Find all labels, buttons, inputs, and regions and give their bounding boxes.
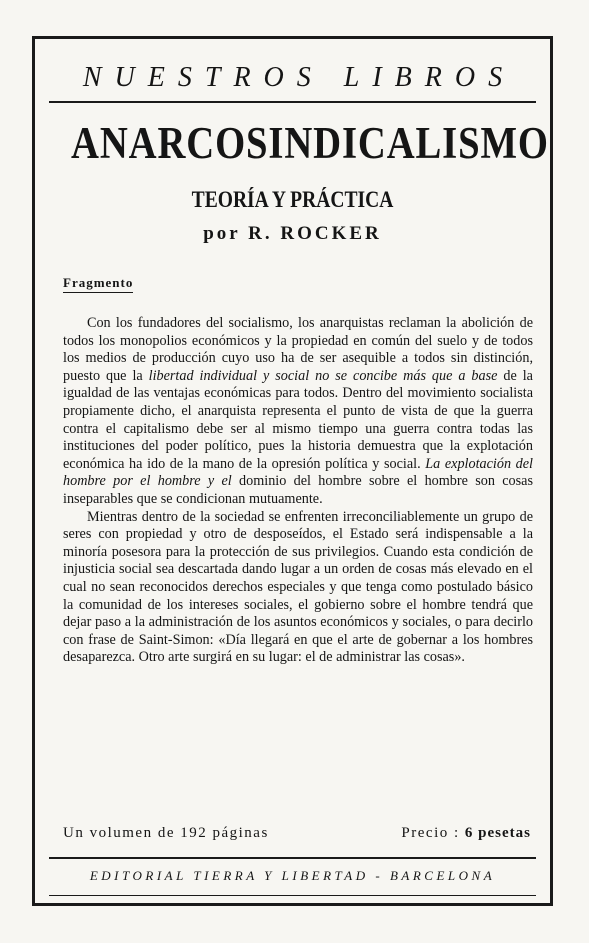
p1-text-c: dominio del hombre sobre el hombre son cosas inseparables que se condicionan mutuamente. <box>63 473 533 507</box>
p1-italic-b: La explotación del hombre por el hombre y el <box>63 455 533 490</box>
top-rule <box>49 101 536 103</box>
series-header: NUESTROS LIBROS <box>82 62 516 93</box>
p1-text-b: de la igualdad de las ventajas económicas para todos. Dentro del movimiento socialista propiamente dicho, el anarquista representa el punto de vista de que la guerra contra el capitalismo debe ser al mismo tiempo una guerra contra todas las instituciones del poder político, pues la historia demuestra que la explotación económica ha ido de la mano de la opresión política y social. <box>63 367 533 472</box>
p1-text-a: Con los fundadores del socialismo, los anarquistas reclaman la abolición de todos los monopolios económicos y la propiedad en común del suelo y de todos los medios de producción cuyo uso ha de ser asequible a todos sin distinción, puesto que la <box>63 315 533 384</box>
page-frame <box>32 36 553 906</box>
excerpt-paragraph-1 <box>63 315 533 509</box>
bottom-rule-lower <box>49 895 536 896</box>
publisher-line: EDITORIAL TIERRA Y LIBERTAD - BARCELONA <box>89 868 496 883</box>
price-value: 6 pesetas <box>464 825 531 841</box>
book-author: por R. ROCKER <box>203 223 382 244</box>
volume-info: Un volumen de 192 páginas <box>63 825 269 841</box>
price-info <box>401 825 531 842</box>
p1-italic-a: libertad individual y social no se concibe más que a base <box>148 367 498 384</box>
section-label: Fragmento <box>63 275 133 293</box>
book-title: ANARCOSINDICALISMO <box>71 118 549 168</box>
bottom-rule-upper <box>49 857 536 859</box>
excerpt-paragraph-2: Mientras dentro de la sociedad se enfrenten irreconciliablemente un grupo de seres con propiedad y otro de desposeídos, el Estado será indispensable a la minoría posesora para la protección de sus privilegios. Cuando esta condición de injusticia social sea descartada dando lugar a un orden de cosas más elevado en el cual no sean reconocidos derechos especiales y que tenga como postulado básico la comunidad de los intereses sociales, el gobierno sobre el hombre tendrá que dejar paso a la administración de los asuntos económicos y sociales, o para decirlo con frase de Saint-Simon: «Día llegará en que el arte de gobernar a los hombres desaparezca. Otro arte surgirá en su lugar: el de administrar las cosas». <box>63 508 533 666</box>
book-subtitle: TEORÍA Y PRÁCTICA <box>191 187 394 212</box>
excerpt-text <box>63 315 533 667</box>
price-label: Precio : <box>401 825 460 841</box>
